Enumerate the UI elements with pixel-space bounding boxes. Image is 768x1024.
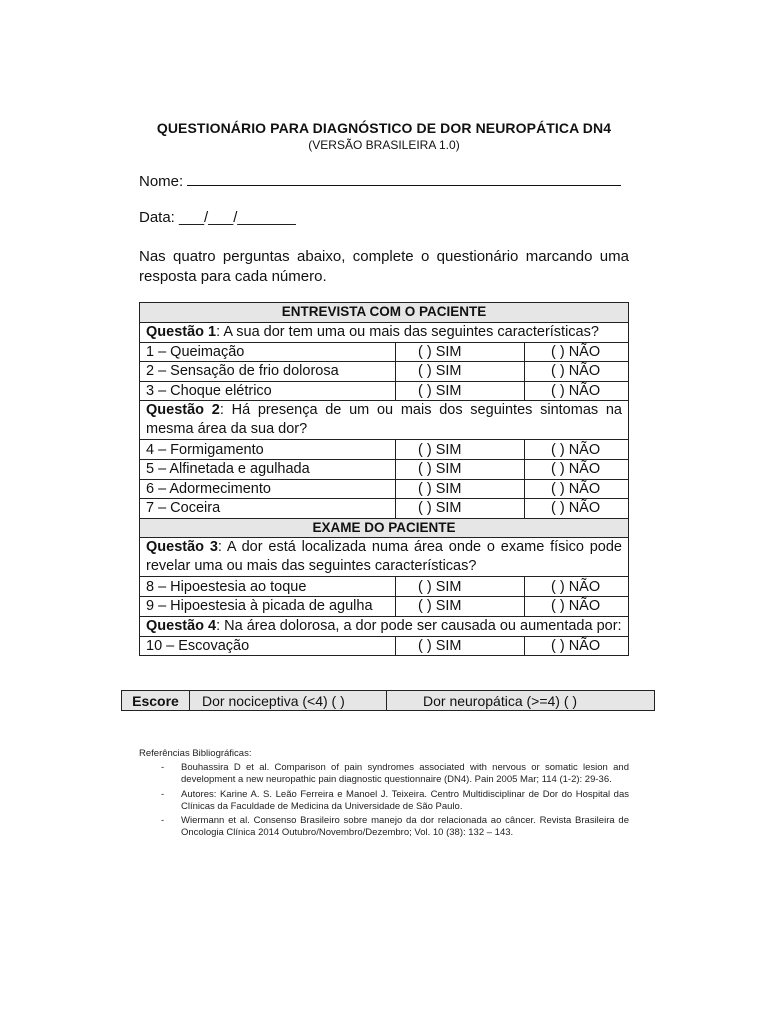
item-2-yes-option[interactable]: ( ) SIM [396,362,525,382]
reference-2: Autores: Karine A. S. Leão Ferreira e Manoel J. Teixeira. Centro Multidisciplinar de Dor do Hospital das Clínicas da Faculdade de Medicina da Universidade de São Paulo. [181,788,629,812]
table-row [140,577,629,597]
name-field [139,173,621,190]
item-8-yes-option[interactable]: ( ) SIM [396,577,525,597]
item-7-label: 7 – Coceira [140,499,396,519]
table-row [140,479,629,499]
item-9-label: 9 – Hipoestesia à picada de agulha [140,596,396,616]
bullet-dash: - [161,788,165,800]
score-table [121,690,655,711]
item-10-yes-option[interactable]: ( ) SIM [396,636,525,656]
references-heading: Referências Bibliográficas: [139,748,252,759]
question-1-text: : A sua dor tem uma ou mais das seguintes características? [216,323,599,340]
question-1-label: Questão 1 [146,323,217,340]
item-4-label: 4 – Formigamento [140,440,396,460]
item-1-label: 1 – Queimação [140,342,396,362]
score-label: Escore [122,691,190,711]
item-6-label: 6 – Adormecimento [140,479,396,499]
bullet-dash: - [161,762,165,774]
question-4-text: : Na área dolorosa, a dor pode ser causada ou aumentada por: [216,617,622,634]
item-9-yes-option[interactable]: ( ) SIM [396,596,525,616]
item-6-yes-option[interactable]: ( ) SIM [396,479,525,499]
date-label: Data: [139,209,175,226]
list-item [139,762,629,786]
item-1-no-option[interactable]: ( ) NÃO [525,342,629,362]
table-row [140,499,629,519]
item-6-no-option[interactable]: ( ) NÃO [525,479,629,499]
item-8-label: 8 – Hipoestesia ao toque [140,577,396,597]
item-5-label: 5 – Alfinetada e agulhada [140,459,396,479]
question-3 [140,538,629,577]
question-2 [140,401,629,440]
references-list [139,762,629,839]
table-row [140,459,629,479]
name-line [187,173,621,186]
item-4-yes-option[interactable]: ( ) SIM [396,440,525,460]
name-label: Nome: [139,173,184,190]
table-row [140,596,629,616]
table-row [140,636,629,656]
item-8-no-option[interactable]: ( ) NÃO [525,577,629,597]
bullet-dash: - [161,815,165,827]
reference-3: Wiermann et al. Consenso Brasileiro sobre manejo da dor relacionada ao câncer. Revista Brasileira de Oncologia Clínica 2014 Outubro/Novembro/Dezembro; Vol. 10 (38): 132 – 143. [181,815,629,839]
item-3-yes-option[interactable]: ( ) SIM [396,381,525,401]
question-2-text: : Há presença de um ou mais dos seguintes sintomas na mesma área da sua dor? [146,402,623,438]
question-3-label: Questão 3 [146,539,218,556]
item-10-label: 10 – Escovação [140,636,396,656]
section-interview-header: ENTREVISTA COM O PACIENTE [140,303,629,323]
date-blank: ___/___/_______ [179,209,296,226]
table-row [140,362,629,382]
item-3-label: 3 – Choque elétrico [140,381,396,401]
intro-text: Nas quatro perguntas abaixo, complete o questionário marcando uma resposta para cada número. [139,248,629,285]
list-item [139,789,629,813]
question-1 [140,322,629,342]
document-subtitle: (VERSÃO BRASILEIRA 1.0) [308,138,460,152]
dn4-questionnaire-table [139,302,629,656]
question-3-text: : A dor está localizada numa área onde o exame físico pode revelar uma ou mais das seguintes características? [146,539,622,575]
table-row [140,440,629,460]
question-4 [140,616,629,636]
item-5-no-option[interactable]: ( ) NÃO [525,459,629,479]
item-2-no-option[interactable]: ( ) NÃO [525,362,629,382]
table-row [140,381,629,401]
table-row [140,342,629,362]
item-10-no-option[interactable]: ( ) NÃO [525,636,629,656]
item-9-no-option[interactable]: ( ) NÃO [525,596,629,616]
document-title: QUESTIONÁRIO PARA DIAGNÓSTICO DE DOR NEUROPÁTICA DN4 [156,120,612,136]
date-field [139,209,296,226]
item-2-label: 2 – Sensação de frio dolorosa [140,362,396,382]
section-exam-header: EXAME DO PACIENTE [140,518,629,538]
item-5-yes-option[interactable]: ( ) SIM [396,459,525,479]
item-7-yes-option[interactable]: ( ) SIM [396,499,525,519]
question-2-label: Questão 2 [146,402,220,419]
question-4-label: Questão 4 [146,617,217,634]
item-7-no-option[interactable]: ( ) NÃO [525,499,629,519]
item-1-yes-option[interactable]: ( ) SIM [396,342,525,362]
item-3-no-option[interactable]: ( ) NÃO [525,381,629,401]
score-neuropathic-option[interactable]: Dor neuropática (>=4) ( ) [387,691,655,711]
references-section [139,748,629,841]
reference-1: Bouhassira D et al. Comparison of pain syndromes associated with nervous or somatic lesion and development a new neuropathic pain diagnostic questionnaire (DN4). Pain 2005 Mar; 114 (1-2): 29-36. [181,762,629,786]
list-item [139,815,629,839]
score-nociceptive-option[interactable]: Dor nociceptiva (<4) ( ) [190,691,387,711]
item-4-no-option[interactable]: ( ) NÃO [525,440,629,460]
